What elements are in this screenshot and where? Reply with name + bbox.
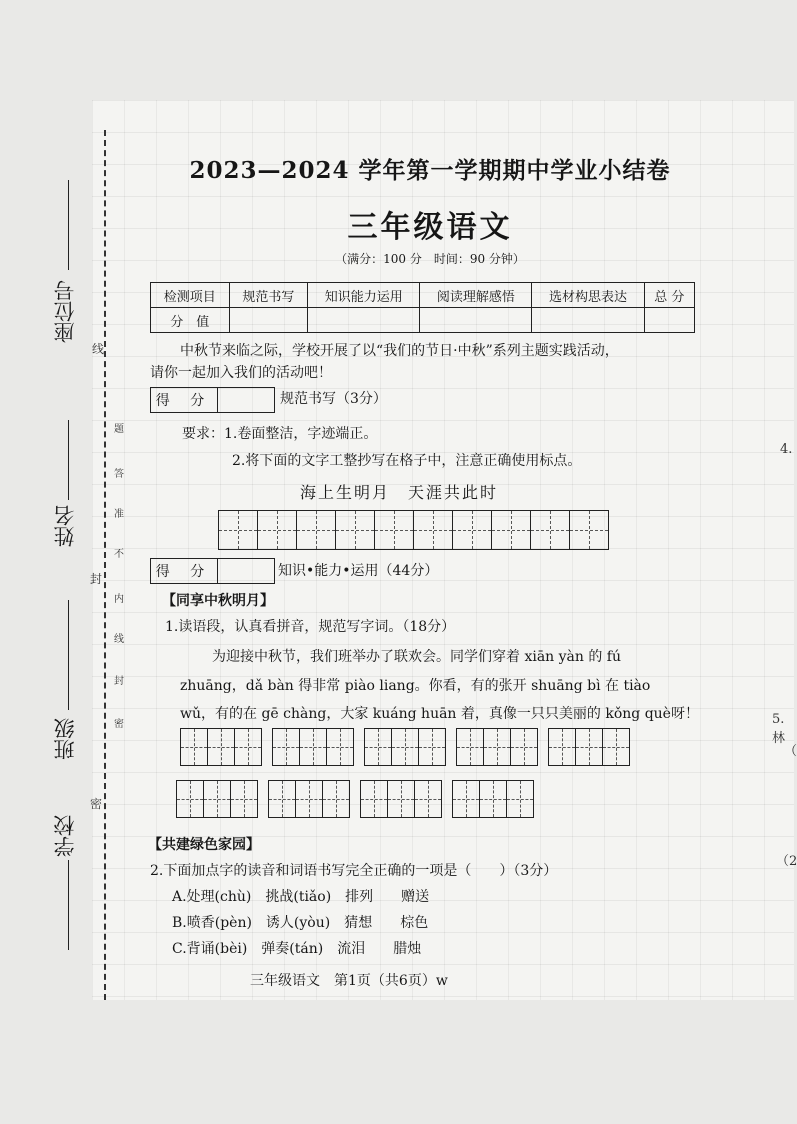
grid-cell[interactable] [219, 511, 258, 549]
grid-cell[interactable] [453, 781, 480, 817]
score-header: 检测项目 [151, 283, 230, 308]
section1-req1: 要求：1.卷面整洁，字迹端正。 [182, 426, 378, 442]
subheading-green-home: 【共建绿色家园】 [148, 837, 260, 853]
notice-char: 密 [114, 719, 124, 730]
word-box[interactable] [176, 780, 258, 818]
score-label: 得 分 [151, 559, 218, 583]
word-box[interactable] [364, 728, 446, 766]
grid-cell[interactable] [414, 511, 453, 549]
grid-cell[interactable] [375, 511, 414, 549]
binding-strip [0, 0, 130, 1124]
grid-cell[interactable] [258, 511, 297, 549]
grid-cell[interactable] [511, 729, 537, 765]
passage-line: zhuāng，dǎ bàn 得非常 piào liang。你看，有的张开 shuāng bì 在 tiào [180, 678, 651, 694]
grid-cell[interactable] [480, 781, 507, 817]
page-footer: 三年级语文 第1页（共6页）w [250, 973, 448, 989]
notice-char: 不 [114, 549, 124, 560]
word-box[interactable] [452, 780, 534, 818]
option-b[interactable]: B.喷香(pèn) 诱人(yòu) 猜想 棕色 [172, 915, 429, 931]
score-header: 总 分 [644, 283, 694, 308]
word-box[interactable] [180, 728, 262, 766]
line-mark: 线 [92, 342, 105, 356]
seat-number-label: 座位号 [53, 280, 77, 343]
school-label: 学校 [53, 815, 77, 857]
score-label: 得 分 [151, 388, 218, 412]
grid-cell[interactable] [323, 781, 349, 817]
grid-cell[interactable] [327, 729, 353, 765]
word-box[interactable] [548, 728, 630, 766]
grid-cell[interactable] [365, 729, 392, 765]
grid-cell[interactable] [361, 781, 388, 817]
score-header: 知识能力运用 [308, 283, 420, 308]
name-label: 姓名 [53, 505, 77, 547]
exam-title: 2023—2024 学年第一学期期中学业小结卷 [189, 157, 671, 184]
question-2: 2.下面加点字的读音和词语书写完全正确的一项是（ ）（3分） [150, 863, 558, 879]
grid-cell[interactable] [296, 781, 323, 817]
grid-cell[interactable] [457, 729, 484, 765]
grid-cell[interactable] [336, 511, 375, 549]
grid-cell[interactable] [549, 729, 576, 765]
score-cell[interactable] [229, 308, 308, 333]
copy-phrase: 海上生明月 天涯共此时 [300, 483, 499, 502]
grid-cell[interactable] [570, 511, 608, 549]
right-fragment: 5.林 [772, 712, 786, 746]
section1-title: 规范书写（3分） [280, 391, 387, 407]
score-input[interactable] [218, 559, 274, 583]
score-input[interactable] [218, 388, 274, 412]
intro-line: 中秋节来临之际，学校开展了以“我们的节日·中秋”系列主题实践活动， [180, 343, 619, 359]
word-box[interactable] [360, 780, 442, 818]
section1-score-box [150, 387, 275, 413]
section1-req2: 2.将下面的文字工整抄写在格子中，注意正确使用标点。 [232, 453, 582, 469]
grid-cell[interactable] [507, 781, 533, 817]
question-1: 1.读语段，认真看拼音，规范写字词。（18分） [165, 619, 456, 635]
secret-mark: 密 [90, 797, 103, 811]
grid-cell[interactable] [208, 729, 235, 765]
word-box[interactable] [456, 728, 538, 766]
option-a[interactable]: A.处理(chù) 挑战(tiǎo) 排列 赠送 [172, 889, 430, 905]
grid-cell[interactable] [273, 729, 300, 765]
score-cell[interactable] [308, 308, 420, 333]
subheading-mid-autumn: 【同享中秋明月】 [162, 593, 274, 609]
notice-char: 题 [114, 424, 124, 435]
grid-cell[interactable] [419, 729, 445, 765]
copy-writing-grid[interactable] [218, 510, 609, 550]
score-row-label: 分 值 [151, 308, 230, 333]
grid-cell[interactable] [297, 511, 336, 549]
grid-cell[interactable] [300, 729, 327, 765]
grid-cell[interactable] [177, 781, 204, 817]
right-fragment: 4. [780, 442, 793, 457]
grid-cell[interactable] [204, 781, 231, 817]
passage-line: 为迎接中秋节，我们班举办了联欢会。同学们穿着 xiān yàn 的 fú [212, 649, 622, 665]
grid-cell[interactable] [388, 781, 415, 817]
grid-cell[interactable] [576, 729, 603, 765]
grid-cell[interactable] [269, 781, 296, 817]
grid-cell[interactable] [531, 511, 570, 549]
grid-cell[interactable] [235, 729, 261, 765]
score-cell[interactable] [532, 308, 644, 333]
score-header: 选材构思表达 [532, 283, 644, 308]
word-box[interactable] [268, 780, 350, 818]
class-label: 班级 [53, 718, 77, 760]
notice-char: 线 [114, 634, 124, 645]
word-box[interactable] [272, 728, 354, 766]
notice-char: 封 [114, 676, 124, 687]
notice-char: 内 [114, 594, 124, 605]
score-header: 阅读理解感悟 [420, 283, 532, 308]
grid-cell[interactable] [415, 781, 441, 817]
score-table [150, 282, 695, 333]
section2-score-box [150, 558, 275, 584]
grid-cell[interactable] [484, 729, 511, 765]
grid-cell[interactable] [181, 729, 208, 765]
grid-cell[interactable] [603, 729, 629, 765]
seal-mark: 封 [90, 572, 103, 586]
grid-cell[interactable] [453, 511, 492, 549]
notice-char: 准 [114, 509, 124, 520]
section2-title: 知识•能力•运用（44分） [278, 563, 439, 579]
passage-line: wǔ，有的在 gē chàng，大家 kuáng huān 着，真像一只只美丽的 kǒng què呀！ [180, 706, 699, 722]
right-fragment: （2 [776, 854, 797, 869]
exam-meta: （满分：100 分 时间：90 分钟） [335, 252, 525, 266]
right-fragment: （ [784, 744, 797, 759]
notice-char: 答 [114, 469, 124, 480]
exam-subject: 三年级语文 [347, 210, 513, 245]
binding-dashed-line [104, 130, 106, 1000]
score-header: 规范书写 [229, 283, 308, 308]
grid-cell[interactable] [231, 781, 257, 817]
intro-line: 请你一起加入我们的活动吧！ [150, 365, 332, 381]
score-cell[interactable] [420, 308, 532, 333]
option-c[interactable]: C.背诵(bèi) 弹奏(tán) 流泪 腊烛 [172, 941, 422, 957]
grid-cell[interactable] [492, 511, 531, 549]
grid-cell[interactable] [392, 729, 419, 765]
score-cell[interactable] [644, 308, 694, 333]
